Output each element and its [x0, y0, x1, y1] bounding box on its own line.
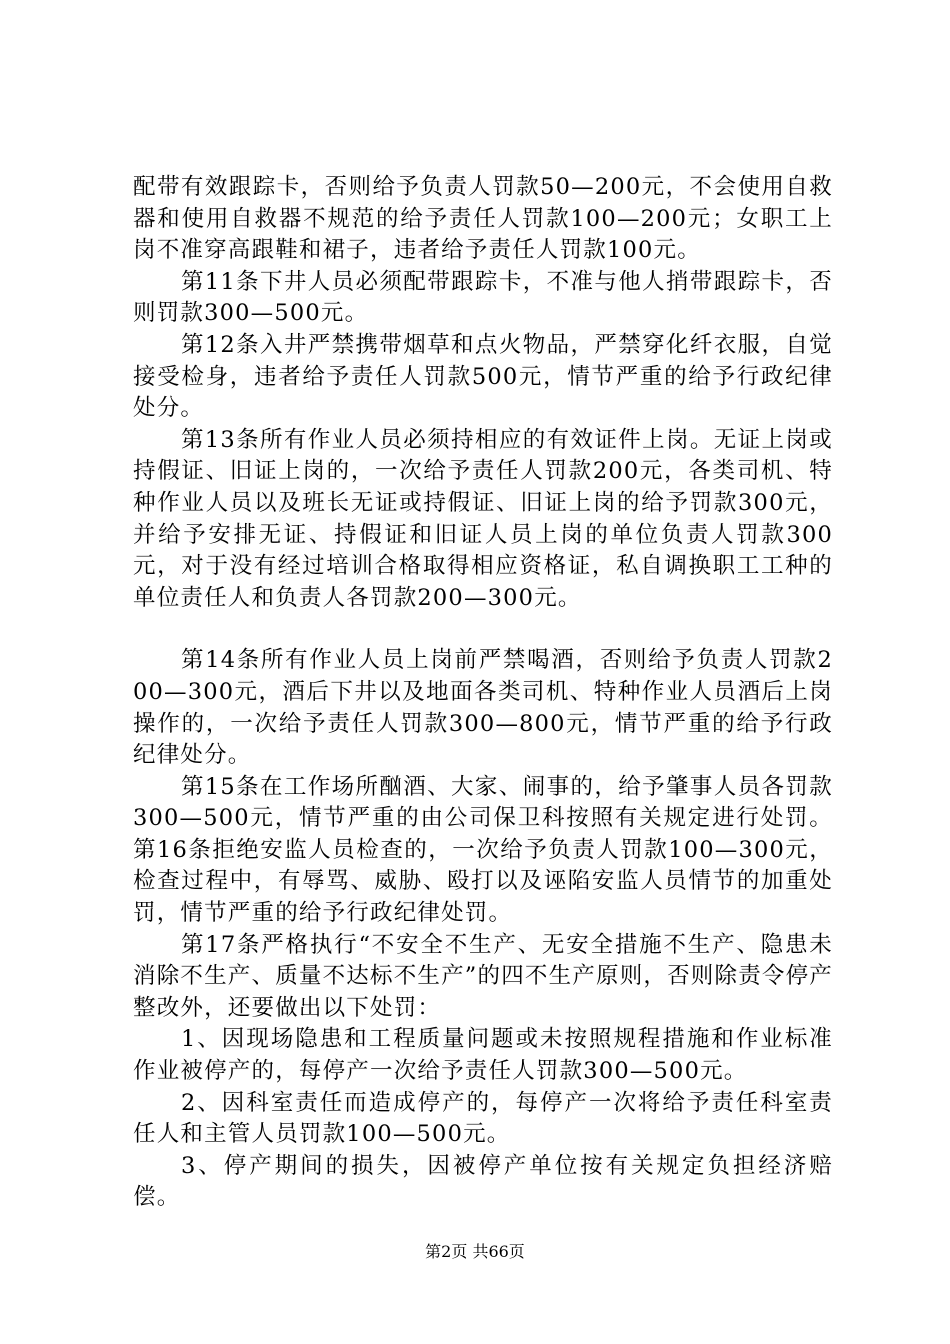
paragraph-article-15-16: 第15条在工作场所酗酒、大家、闹事的，给予肇事人员各罚款300—500元，情节严重的由公司保卫科按照有关规定进行处罚。第16条拒绝安监人员检查的，一次给予负责人罚款100—300元，检查过程中，有辱骂、威胁、殴打以及诬陷安监人员情节的加重处罚，情节严重的给予行政纪律处罚。 [133, 773, 833, 927]
paragraph-continuation: 配带有效跟踪卡，否则给予负责人罚款50—200元，不会使用自救器和使用自救器不规范的给予责任人罚款100—200元；女职工上岗不准穿高跟鞋和裙子，违者给予责任人罚款100元。 [133, 174, 833, 264]
page-number-footer: 第2页 共66页 [425, 1242, 525, 1261]
document-body [133, 172, 833, 1214]
paragraph-article-17: 第17条严格执行“不安全不生产、无安全措施不生产、隐患未消除不生产、质量不达标不生产”的四不生产原则，否则除责令停产整改外，还要做出以下处罚： [133, 931, 834, 1021]
paragraph-article-12: 第12条入井严禁携带烟草和点火物品，严禁穿化纤衣服，自觉接受检身，违者给予责任人罚款500元，情节严重的给予行政纪律处分。 [133, 331, 833, 422]
paragraph-article-14: 第14条所有作业人员上岗前严禁喝酒，否则给予负责人罚款200—300元，酒后下井以及地面各类司机、特种作业人员酒后上岗操作的，一次给予责任人罚款300—800元，情节严重的给予行政纪律处分。 [133, 647, 833, 769]
paragraph-item-3: 3、停产期间的损失，因被停产单位按有关规定负担经济赔偿。 [133, 1152, 833, 1211]
paragraph-article-11: 第11条下井人员必须配带跟踪卡，不准与他人捎带跟踪卡，否则罚款300—500元。 [133, 268, 833, 327]
paragraph-article-13: 第13条所有作业人员必须持相应的有效证件上岗。无证上岗或持假证、旧证上岗的，一次给予责任人罚款200元，各类司机、特种作业人员以及班长无证或持假证、旧证上岗的给予罚款300元，并给予安排无证、持假证和旧证人员上岗的单位负责人罚款300元，对于没有经过培训合格取得相应资格证，私自调换职工工种的单位责任人和负责人各罚款200—300元。 [133, 426, 833, 611]
paragraph-item-1: 1、因现场隐患和工程质量问题或未按照规程措施和作业标准作业被停产的，每停产一次给予责任人罚款300—500元。 [133, 1026, 833, 1085]
paragraph-item-2: 2、因科室责任而造成停产的，每停产一次将给予责任科室责任人和主管人员罚款100—500元。 [133, 1089, 833, 1148]
paragraph-gap [133, 614, 833, 645]
